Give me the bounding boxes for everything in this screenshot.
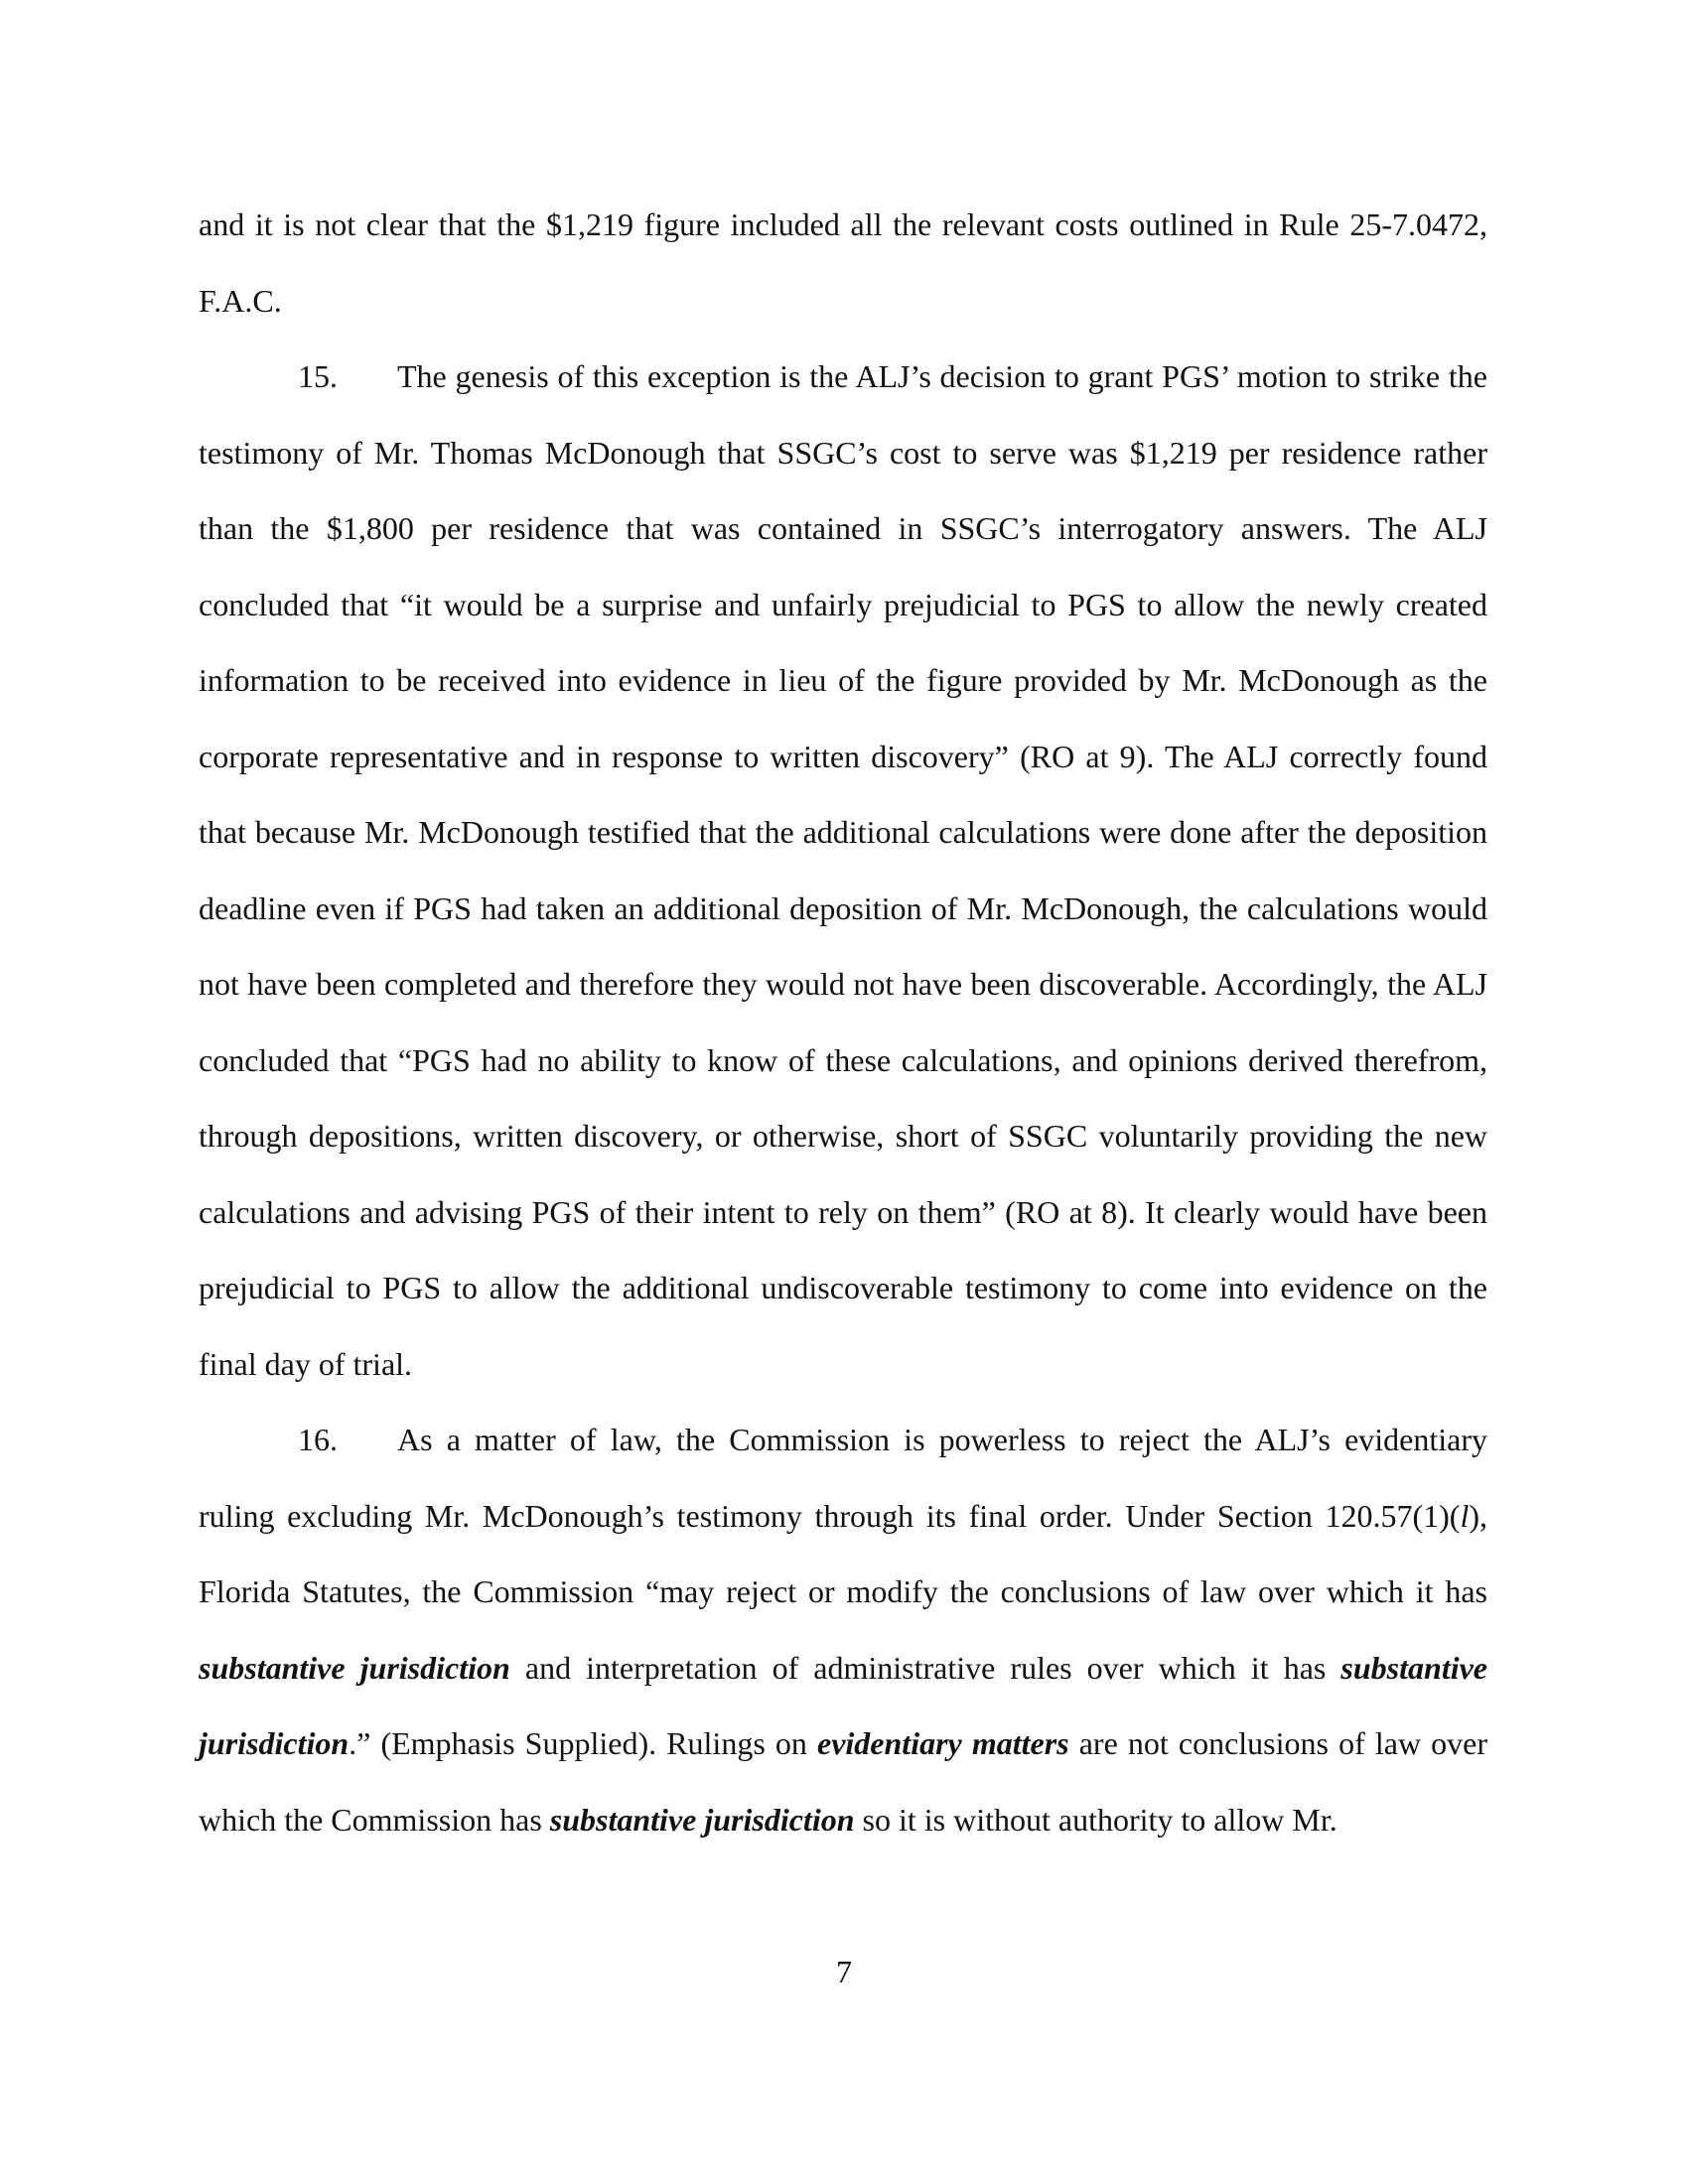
- emphasis-evidentiary-matters: evidentiary matters: [817, 1725, 1069, 1761]
- paragraph-16: [199, 1402, 1487, 1857]
- paragraph-15-number: 15.: [298, 358, 338, 394]
- paragraph-16-text-1: As a matter of law, the Commission is powerless to reject the ALJ’s evidentiary ruling excluding Mr. McDonough’s testimony through its final order. Under Section 120.57(1)(: [199, 1422, 1487, 1534]
- emphasis-substantive-jurisdiction-2: substantive jurisdiction: [199, 1649, 1487, 1761]
- paragraph-15: [199, 339, 1487, 1402]
- emphasis-substantive-jurisdiction-3: substantive jurisdiction: [549, 1801, 855, 1838]
- page-number: 7: [836, 1954, 852, 1989]
- continuation-paragraph: [199, 187, 1487, 339]
- paragraph-16-text-2: ), Florida Statutes, the Commission “may reject or modify the conclusions of law over which it has: [199, 1497, 1487, 1609]
- paragraph-16-text-3: and interpretation of administrative rules over which it has: [509, 1649, 1341, 1686]
- paragraph-15-text: The genesis of this exception is the ALJ’s decision to grant PGS’ motion to strike the testimony of Mr. Thomas McDonough that SSGC’s cost to serve was $1,219 per residence rather than the $1,800 per residence that was contained in SSGC’s interrogatory answers. The ALJ concluded that “it would be a surprise and unfairly prejudicial to PGS to allow the newly created information to be received into evidence in lieu of the figure provided by Mr. McDonough as the corporate representative and in response to written discovery” (RO at 9). The ALJ correctly found that because Mr. McDonough testified that the additional calculations were done after the deposition deadline even if PGS had taken an additional deposition of Mr. McDonough, the calculations would not have been completed and therefore they would not have been discoverable. Accordingly, the ALJ concluded that “PGS had no ability to know of these calculations, and opinions derived therefrom, through depositions, written discovery, or otherwise, short of SSGC voluntarily providing the new calculations and advising PGS of their intent to rely on them” (RO at 8). It clearly would have been prejudicial to PGS to allow the additional undiscoverable testimony to come into evidence on the final day of trial.: [199, 358, 1487, 1382]
- body-text: [199, 187, 1487, 1857]
- paragraph-16-text-4: .” (Emphasis Supplied). Rulings on: [349, 1725, 817, 1761]
- continuation-text: and it is not clear that the $1,219 figure included all the relevant costs outlined in Rule 25-7.0472, F.A.C.: [199, 206, 1487, 319]
- paragraph-16-number: 16.: [298, 1422, 338, 1457]
- emphasis-substantive-jurisdiction-1: substantive jurisdiction: [199, 1649, 510, 1686]
- paragraph-16-italic-l: l: [1460, 1497, 1470, 1534]
- paragraph-16-text-5: are not conclusions of law over which the Commission has: [199, 1725, 1488, 1838]
- paragraph-16-text-6: so it is without authority to allow Mr.: [854, 1801, 1337, 1838]
